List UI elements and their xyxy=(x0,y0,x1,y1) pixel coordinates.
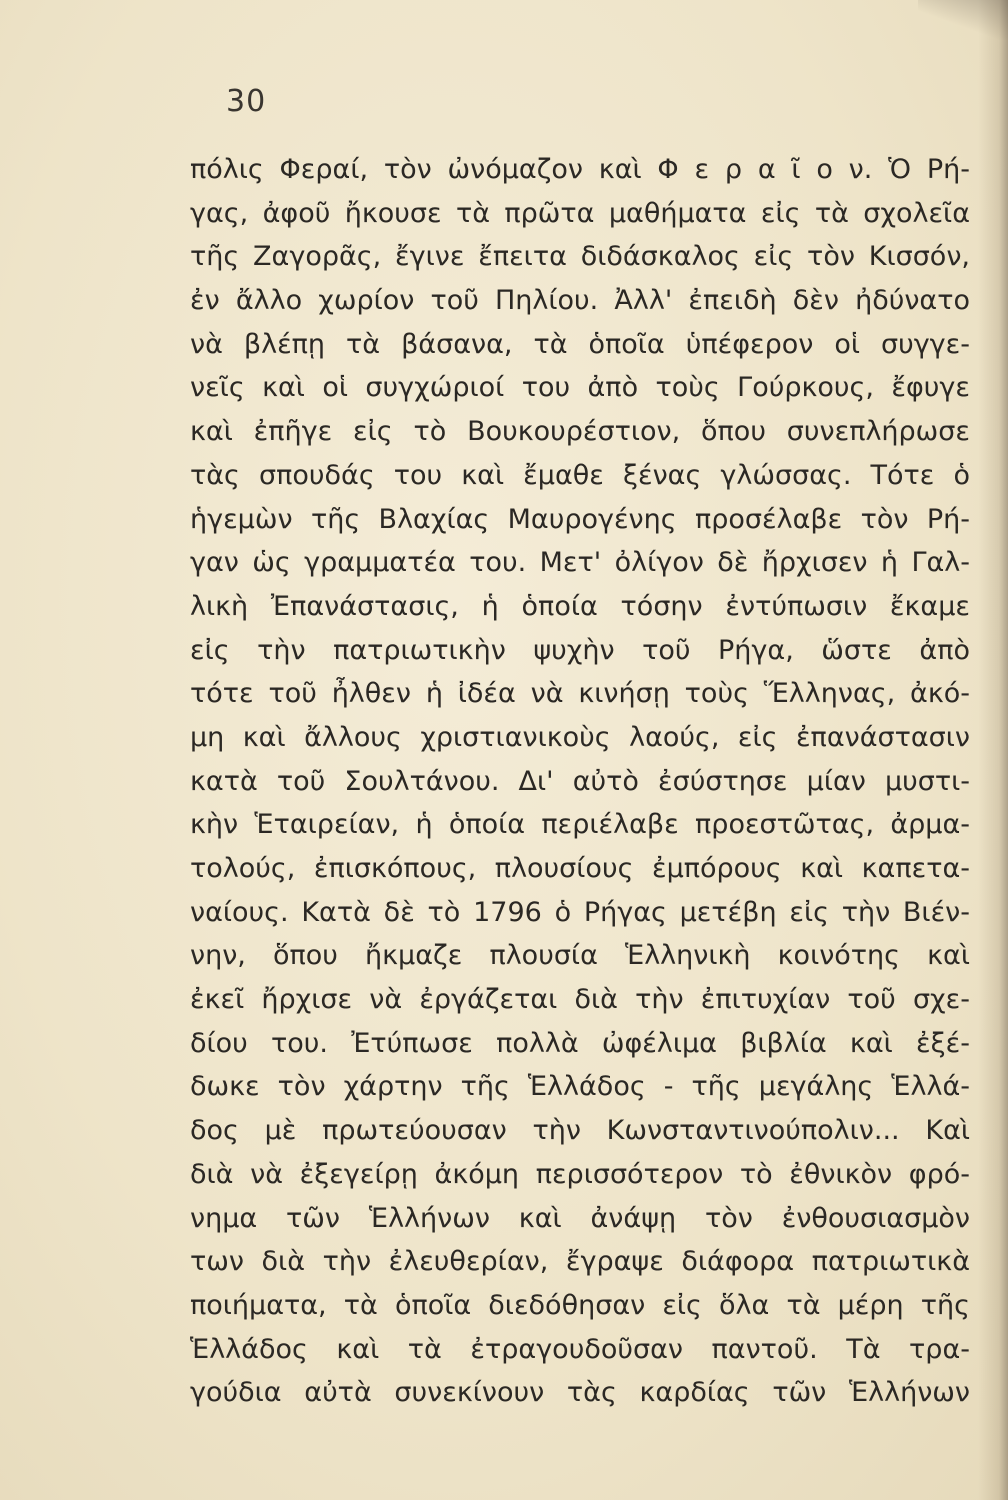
text-line: λικὴ Ἐπανάστασις, ἡ ὁποία τόσην ἐντύπωσιν ἔκαμε xyxy=(190,590,970,622)
text-line: εἰς τὴν πατριωτικὴν ψυχὴν τοῦ Ρήγα, ὥστε ἀπὸ xyxy=(190,634,970,666)
text-line: κὴν Ἑταιρείαν, ἡ ὁποία περιέλαβε προεστῶτας, ἀρμα- xyxy=(190,809,970,841)
text-line: ἐν ἄλλο χωρίον τοῦ Πηλίου. Ἀλλ' ἐπειδὴ δὲν ἠδύνατο xyxy=(190,285,970,317)
text-line: ποιήματα, τὰ ὁποῖα διεδόθησαν εἰς ὅλα τὰ μέρη τῆς xyxy=(190,1289,970,1321)
text-line: δος μὲ πρωτεύουσαν τὴν Κωνσταντινούπολιν... Καὶ xyxy=(190,1115,970,1147)
text-line: γας, ἀφοῦ ἤκουσε τὰ πρῶτα μαθήματα εἰς τὰ σχολεῖα xyxy=(190,197,970,229)
text-line: δωκε τὸν χάρτην τῆς Ἑλλάδος - τῆς μεγάλης Ἑλλά- xyxy=(190,1071,970,1103)
text-line: γαν ὡς γραμματέα του. Μετ' ὀλίγον δὲ ἤρχισεν ἡ Γαλ- xyxy=(190,547,970,579)
text-line: πόλις Φεραί, τὸν ὠνόμαζον καὶ Φ ε ρ α ῖ ο ν. Ὁ Ρή- xyxy=(190,154,970,185)
text-line: τὰς σπουδάς του καὶ ἔμαθε ξένας γλώσσας. Τότε ὁ xyxy=(190,459,970,491)
text-line: ἡγεμὼν τῆς Βλαχίας Μαυρογένης προσέλαβε τὸν Ρή- xyxy=(190,503,970,535)
text-line: τῆς Ζαγορᾶς, ἔγινε ἔπειτα διδάσκαλος εἰς τὸν Κισσόν, xyxy=(190,241,970,273)
text-line: ναίους. Κατὰ δὲ τὸ 1796 ὁ Ρήγας μετέβη εἰς τὴν Βιέν- xyxy=(190,896,970,928)
text-line: ἐκεῖ ἤρχισε νὰ ἐργάζεται διὰ τὴν ἐπιτυχίαν τοῦ σχε- xyxy=(190,984,970,1016)
page-number: 30 xyxy=(226,84,267,119)
page-edge-shadow xyxy=(978,0,1008,1500)
text-line: Ἑλλάδος καὶ τὰ ἐτραγουδοῦσαν παντοῦ. Τὰ τρα- xyxy=(190,1333,970,1365)
page-corner-shadow xyxy=(918,0,1008,40)
text-line: νην, ὅπου ἤκμαζε πλουσία Ἑλληνικὴ κοινότης καὶ xyxy=(190,940,970,972)
body-text xyxy=(190,148,970,1415)
text-line: διὰ νὰ ἐξεγείρῃ ἀκόμη περισσότερον τὸ ἐθνικὸν φρό- xyxy=(190,1158,970,1190)
text-line: νεῖς καὶ οἱ συγχώριοί του ἀπὸ τοὺς Γούρκους, ἔφυγε xyxy=(190,372,970,404)
text-line: γούδια αὐτὰ συνεκίνουν τὰς καρδίας τῶν Ἑλλήνων xyxy=(190,1377,970,1409)
text-line: καὶ ἐπῆγε εἰς τὸ Βουκουρέστιον, ὅπου συνεπλήρωσε xyxy=(190,416,970,448)
text-line: μη καὶ ἄλλους χριστιανικοὺς λαούς, εἰς ἐπανάστασιν xyxy=(190,721,970,753)
text-line: τολούς, ἐπισκόπους, πλουσίους ἐμπόρους καὶ καπετα- xyxy=(190,853,970,884)
text-line: κατὰ τοῦ Σουλτάνου. Δι' αὐτὸ ἐσύστησε μίαν μυστι- xyxy=(190,765,970,797)
text-line: νὰ βλέπῃ τὰ βάσανα, τὰ ὁποῖα ὑπέφερον οἱ συγγε- xyxy=(190,328,970,360)
text-line: τότε τοῦ ἦλθεν ἡ ἰδέα νὰ κινήσῃ τοὺς Ἕλληνας, ἀκό- xyxy=(190,678,970,710)
text-line: των διὰ τὴν ἐλευθερίαν, ἔγραψε διάφορα πατριωτικὰ xyxy=(190,1246,970,1278)
text-line: νημα τῶν Ἑλλήνων καὶ ἀνάψῃ τὸν ἐνθουσιασμὸν xyxy=(190,1202,970,1234)
text-line: δίου του. Ἐτύπωσε πολλὰ ὠφέλιμα βιβλία καὶ ἐξέ- xyxy=(190,1027,970,1059)
